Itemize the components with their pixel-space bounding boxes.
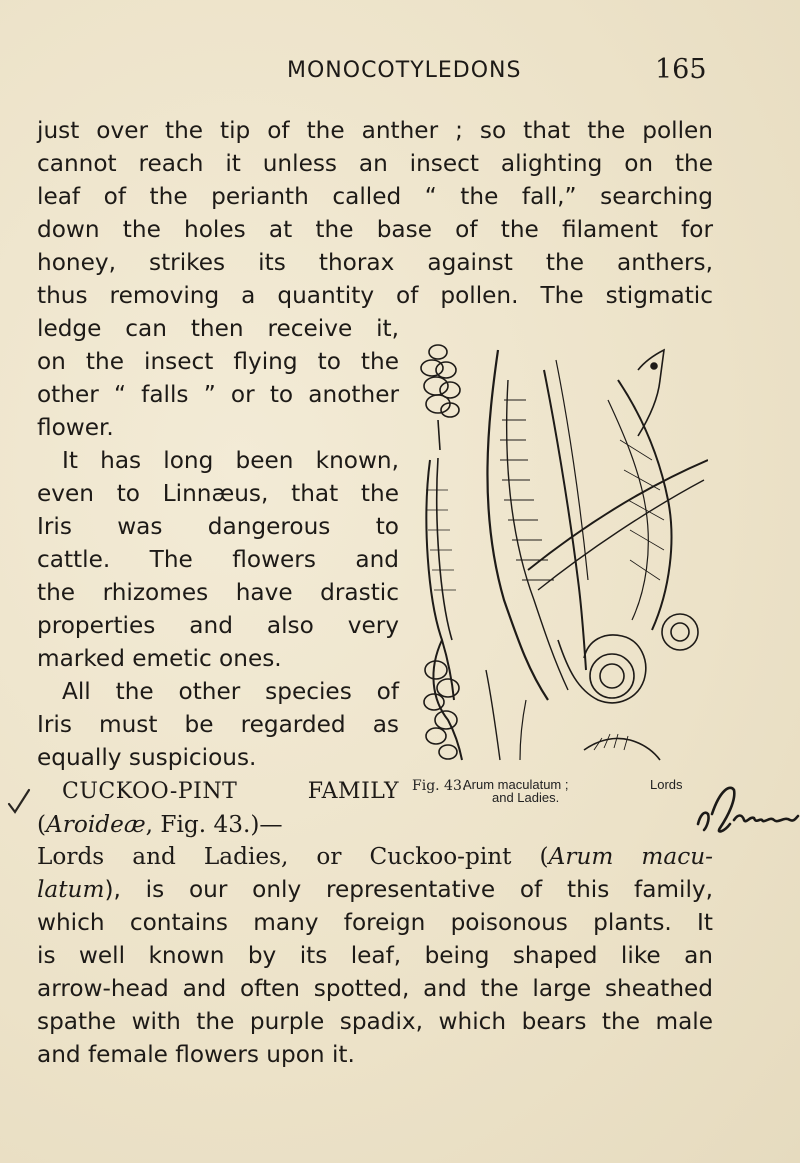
text-line: Iris was dangerous to (37, 513, 399, 540)
text-line: which contains many foreign poisonous plants. It (37, 909, 713, 936)
text-line: properties and also very (37, 612, 399, 639)
text-line: It has long been known, (62, 447, 399, 474)
text-line: flower. (37, 414, 114, 441)
common-names: Lords and Ladies, or Cuckoo-pint ( (37, 843, 549, 870)
text-line: is well known by its leaf, being shaped like an (37, 942, 713, 969)
text-line: the rhizomes have drastic (37, 579, 399, 606)
handwritten-signature (690, 780, 800, 840)
text-line: marked emetic ones. (37, 645, 282, 672)
flower-cluster-top (421, 345, 460, 450)
paragraph-1-narrow (37, 312, 399, 444)
family-latin-name: Aroideæ (46, 811, 146, 838)
paragraph-3 (37, 675, 399, 774)
text-line (37, 873, 713, 906)
section-heading-block (37, 774, 399, 841)
text-line: arrow-head and often spotted, and the large sheathed (37, 975, 713, 1002)
page-header (0, 54, 800, 94)
text-fragment: ), is our only representative of this family, (104, 876, 713, 903)
paragraph-1-top (37, 114, 713, 312)
text-line: other “ falls ” or to another (37, 381, 399, 408)
caption-line-2: and Ladies. (492, 790, 560, 805)
text-line: down the holes at the base of the filament for (37, 216, 713, 243)
figure-label: Fig. 43. (412, 778, 467, 794)
text-line: leaf of the perianth called “ the fall,” searching (37, 183, 713, 210)
text-line (37, 840, 713, 873)
species-name: Arum macu- (548, 843, 713, 870)
section-heading (37, 774, 399, 808)
text-line: ledge can then receive it, (37, 315, 399, 342)
page-number: 165 (655, 54, 707, 85)
caption-lords: Lords (650, 777, 683, 792)
text-line: cannot reach it unless an insect alighting on the (37, 150, 713, 177)
paragraph-2 (37, 444, 399, 675)
family-heading: CUCKOO-PINT FAMILY (62, 779, 399, 804)
running-head: MONOCOTYLEDONS (287, 58, 522, 83)
text-line: All the other species of (62, 678, 399, 705)
text-line: on the insect flying to the (37, 348, 399, 375)
text-line: cattle. The flowers and (37, 546, 399, 573)
text-line: thus removing a quantity of pollen. The stigmatic (37, 282, 713, 309)
open-paren: ( (37, 811, 47, 838)
caption-line-1: Arum maculatum ; (463, 777, 569, 792)
text-line: honey, strikes its thorax against the anthers, (37, 249, 713, 276)
species-name-cont: latum (37, 876, 105, 903)
pencil-checkmark (5, 786, 33, 816)
section-subheading (37, 808, 399, 841)
figure-ref: , Fig. 43.)— (145, 811, 283, 838)
arum-illustration (408, 340, 708, 768)
text-line: Iris must be regarded as (37, 711, 399, 738)
text-line: equally suspicious. (37, 744, 257, 771)
text-line: just over the tip of the anther ; so that the pollen (37, 117, 713, 144)
paragraph-4 (37, 840, 713, 1071)
text-line: and female flowers upon it. (37, 1041, 355, 1068)
text-line: spathe with the purple spadix, which bears the male (37, 1008, 713, 1035)
text-line: even to Linnæus, that the (37, 480, 399, 507)
